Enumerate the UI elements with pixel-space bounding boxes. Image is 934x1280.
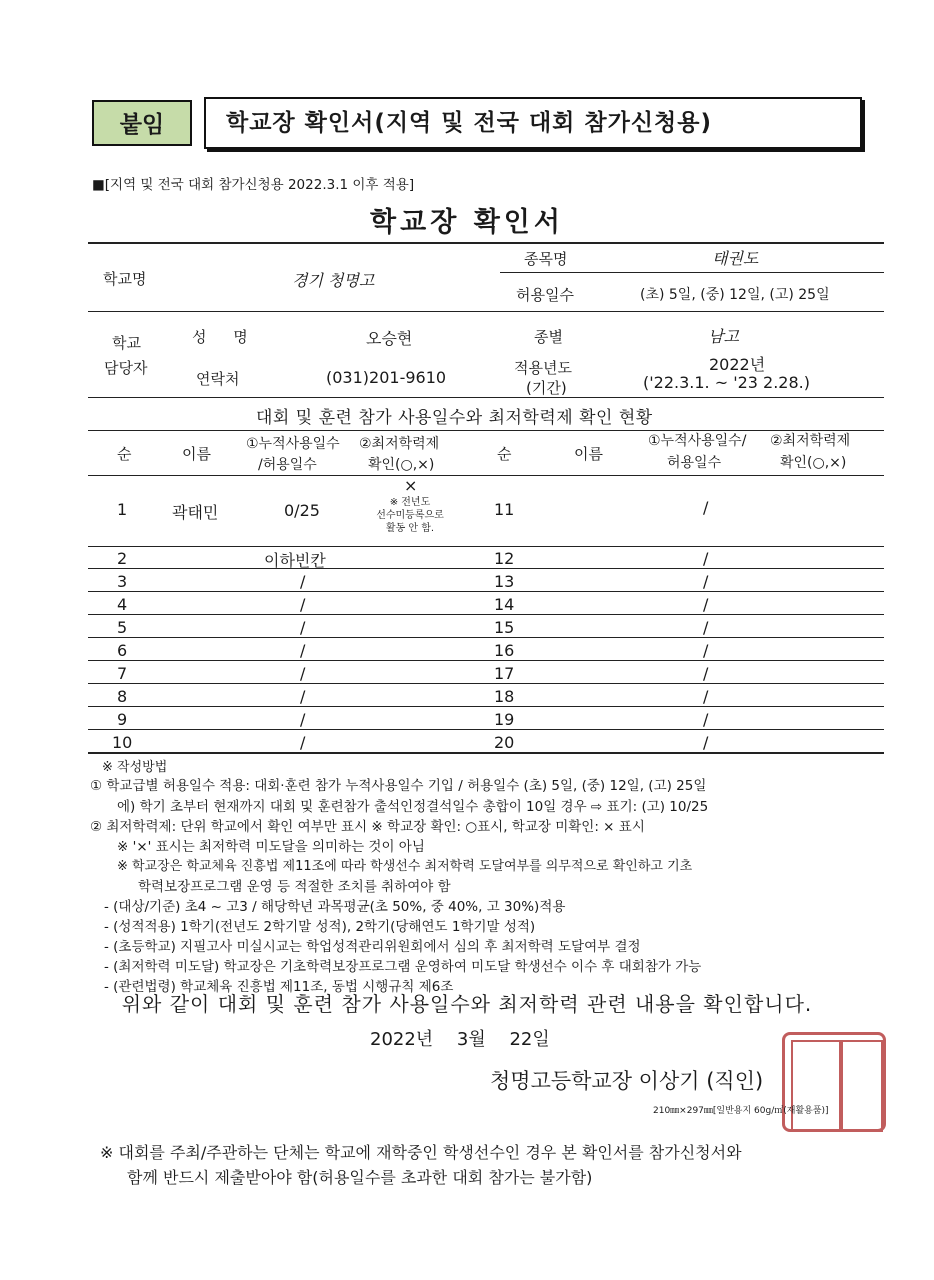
row3-no: 3: [117, 572, 128, 591]
row11-days: /: [703, 498, 709, 517]
form-note: ■[지역 및 전국 대회 참가신청용 2022.3.1 이후 적용]: [92, 177, 415, 193]
method-line-10: - (최저학력 미도달) 학교장은 기초학력보장프로그램 운영하여 미도달 학생선수 이수 후 대회참가 가능: [104, 959, 702, 975]
footer-note-line-1: ※ 대회를 주최/주관하는 단체는 학교에 재학중인 학생선수인 경우 본 확인서를 참가신청서와: [100, 1143, 742, 1162]
school-label: 학교명: [103, 270, 147, 288]
row13-slash: /: [703, 572, 709, 591]
method-line-1: ① 학교급별 허용일수 적용: 대회·훈련 참가 누적사용일수 기입 / 허용일수 (초) 5일, (중) 12일, (고) 25일: [90, 778, 707, 794]
col-days-right-2: 허용일수: [667, 455, 722, 471]
col-days-left-2: /허용일수: [258, 457, 317, 473]
school-value: 경기 청명고: [292, 271, 375, 290]
row17-slash: /: [703, 664, 709, 683]
method-line-8: - (성적적용) 1학기(전년도 2학기말 성적), 2학기(당해연도 1학기말 성적): [104, 919, 536, 935]
issue-date: 2022년 3월 22일: [370, 1029, 550, 1050]
method-line-6: 학력보장프로그램 운영 등 적절한 조치를 취하여야 함: [138, 879, 451, 895]
event-value: 태권도: [712, 249, 759, 268]
row9-slash: /: [300, 710, 306, 729]
row5-slash: /: [300, 618, 306, 637]
row20-no: 20: [494, 733, 515, 752]
row18-slash: /: [703, 687, 709, 706]
row15-no: 15: [494, 618, 515, 637]
row8-no: 8: [117, 687, 128, 706]
event-label: 종목명: [524, 250, 568, 268]
col-check-right-1: ②최저학력제: [770, 433, 851, 449]
col-check-right-2: 확인(○,×): [780, 455, 847, 471]
col-name-right: 이름: [574, 445, 603, 463]
year-value-2: ('22.3.1. ~ '23 2.28.): [643, 373, 810, 392]
method-line-5: ※ 학교장은 학교체육 진흥법 제11조에 따라 학생선수 최저학력 도달여부를 의무적으로 확인하고 기초: [117, 859, 693, 874]
row1-days: 0/25: [284, 501, 320, 520]
row1-note-line1: ※ 전년도: [389, 497, 431, 508]
row2-no: 2: [117, 549, 128, 568]
method-line-9: - (초등학교) 지필고사 미실시교는 학업성적관리위원회에서 심의 후 최저학력 도달여부 결정: [104, 939, 641, 955]
row5-no: 5: [117, 618, 128, 637]
form-title: 학교장 확인서: [370, 207, 564, 238]
row10-slash: /: [300, 733, 306, 752]
row17-no: 17: [494, 664, 515, 683]
blank-below-note: 이하빈칸: [264, 551, 326, 570]
row16-slash: /: [703, 641, 709, 660]
row10-no: 10: [112, 733, 133, 752]
row19-slash: /: [703, 710, 709, 729]
method-line-4: ※ '×' 표시는 최저학력 미도달을 의미하는 것이 아님: [117, 839, 425, 855]
row4-no: 4: [117, 595, 128, 614]
row1-name: 곽태민: [172, 503, 219, 522]
method-line-7: - (대상/기준) 초4 ~ 고3 / 해당학년 과목평균(초 50%, 중 40%, 고 30%)적용: [104, 899, 566, 915]
days-value: (초) 5일, (중) 12일, (고) 25일: [640, 287, 830, 303]
row6-no: 6: [117, 641, 128, 660]
col-days-right-1: ①누적사용일수/: [648, 433, 747, 449]
official-seal-stamp: [782, 1032, 886, 1132]
col-no-left: 순: [117, 445, 132, 463]
gender-value: 남고: [708, 327, 739, 346]
status-title: 대회 및 훈련 참가 사용일수와 최저학력제 확인 현황: [256, 408, 653, 428]
name-label: 성 명: [192, 328, 248, 346]
paper-size-note: 210㎜×297㎜[일반용지 60g/㎡(재활용품)]: [653, 1106, 829, 1116]
row1-note-line2: 선수미등록으로: [376, 510, 444, 521]
row16-no: 16: [494, 641, 515, 660]
method-title: ※ 작성방법: [102, 760, 168, 775]
row7-slash: /: [300, 664, 306, 683]
row14-slash: /: [703, 595, 709, 614]
row11-no: 11: [494, 500, 515, 519]
row1-no: 1: [117, 500, 128, 519]
contact-label: 연락처: [196, 370, 240, 388]
row1-check: ×: [404, 476, 418, 495]
attachment-badge: 붙임: [92, 100, 192, 146]
method-line-2: 에) 학기 초부터 현재까지 대회 및 훈련참가 출석인정결석일수 총합이 10일 경우 ⇨ 표기: (고) 10/25: [117, 799, 709, 815]
row12-no: 12: [494, 549, 515, 568]
row18-no: 18: [494, 687, 515, 706]
row1-note-line3: 활동 안 함.: [385, 523, 435, 534]
name-value: 오승현: [366, 329, 413, 348]
document-title: 학교장 확인서(지역 및 전국 대회 참가신청용): [204, 97, 862, 149]
year-label-2: (기간): [526, 379, 567, 397]
col-no-right: 순: [497, 445, 512, 463]
row8-slash: /: [300, 687, 306, 706]
contact-value: (031)201-9610: [326, 368, 447, 387]
footer-note-line-2: 함께 반드시 제출받아야 함(허용일수를 초과한 대회 참가는 불가함): [127, 1168, 593, 1187]
row15-slash: /: [703, 618, 709, 637]
col-check-left-1: ②최저학력제: [359, 436, 440, 452]
row4-slash: /: [300, 595, 306, 614]
manager-label-2: 담당자: [104, 359, 148, 377]
col-days-left-1: ①누적사용일수: [246, 436, 340, 452]
row9-no: 9: [117, 710, 128, 729]
row7-no: 7: [117, 664, 128, 683]
row6-slash: /: [300, 641, 306, 660]
confirmation-statement: 위와 같이 대회 및 훈련 참가 사용일수와 최저학력 관련 내용을 확인합니다.: [121, 992, 813, 1016]
col-name-left: 이름: [182, 445, 211, 463]
manager-label-1: 학교: [112, 334, 141, 352]
row20-slash: /: [703, 733, 709, 752]
method-line-3: ② 최저학력제: 단위 학교에서 확인 여부만 표시 ※ 학교장 확인: ○표시, 학교장 미확인: × 표시: [90, 819, 645, 835]
gender-label: 종별: [534, 328, 563, 346]
row12-slash: /: [703, 549, 709, 568]
days-label: 허용일수: [516, 286, 574, 304]
year-label-1: 적용년도: [514, 359, 572, 377]
row1-note: [355, 496, 465, 535]
year-value-1: 2022년: [709, 355, 766, 374]
row13-no: 13: [494, 572, 515, 591]
row3-slash: /: [300, 572, 306, 591]
method-line-11: - (관련법령) 학교체육 진흥법 제11조, 동법 시행규칙 제6조: [104, 979, 454, 995]
row14-no: 14: [494, 595, 515, 614]
row19-no: 19: [494, 710, 515, 729]
principal-signature: 청명고등학교장 이상기 (직인): [490, 1069, 764, 1093]
col-check-left-2: 확인(○,×): [368, 457, 435, 473]
